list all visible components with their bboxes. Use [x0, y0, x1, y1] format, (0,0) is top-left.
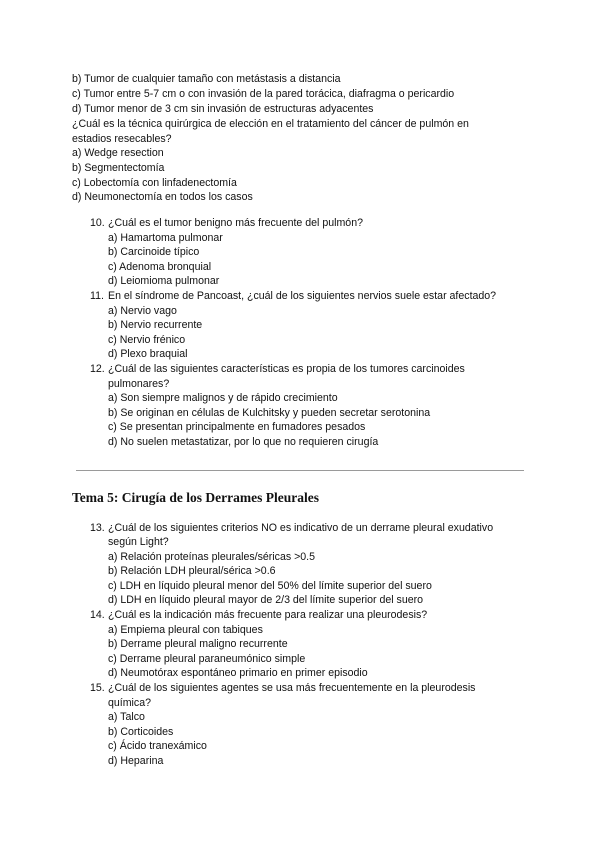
question-text: ¿Cuál de los siguientes agentes se usa más frecuentemente en la pleurodesis: [108, 682, 476, 694]
answer-option: c) Tumor entre 5-7 cm o con invasión de la pared torácica, diafragma o pericardio: [72, 88, 455, 100]
question-number: 13.: [90, 522, 105, 534]
question-text: ¿Cuál de los siguientes criterios NO es indicativo de un derrame pleural exudativo: [108, 522, 494, 534]
answer-option: c) Nervio frénico: [108, 334, 186, 346]
answer-option: a) Hamartoma pulmonar: [108, 232, 223, 244]
answer-option: b) Carcinoide típico: [108, 246, 200, 258]
answer-option: c) Se presentan principalmente en fumadores pesados: [108, 421, 366, 433]
answer-option: b) Tumor de cualquier tamaño con metástasis a distancia: [72, 73, 341, 85]
answer-option: a) Wedge resection: [72, 147, 164, 159]
question-text: ¿Cuál es la indicación más frecuente para realizar una pleurodesis?: [108, 609, 428, 621]
answer-option: a) Relación proteínas pleurales/séricas >0.5: [108, 551, 315, 563]
answer-option: c) LDH en líquido pleural menor del 50% del límite superior del suero: [108, 580, 432, 592]
answer-option: a) Talco: [108, 711, 145, 723]
question-number: 14.: [90, 609, 105, 621]
answer-option: a) Nervio vago: [108, 305, 177, 317]
question-text: En el síndrome de Pancoast, ¿cuál de los siguientes nervios suele estar afectado?: [108, 290, 497, 302]
answer-option: a) Empiema pleural con tabiques: [108, 624, 263, 636]
answer-option: c) Derrame pleural paraneumónico simple: [108, 653, 306, 665]
answer-option: d) LDH en líquido pleural mayor de 2/3 del límite superior del suero: [108, 594, 424, 606]
question-text: según Light?: [108, 536, 169, 548]
answer-option: d) Leiomioma pulmonar: [108, 275, 220, 287]
answer-option: b) Nervio recurrente: [108, 319, 203, 331]
answer-option: b) Relación LDH pleural/sérica >0.6: [108, 565, 276, 577]
question-text: química?: [108, 697, 151, 709]
answer-option: b) Segmentectomía: [72, 162, 165, 174]
question-number: 12.: [90, 363, 105, 375]
answer-option: c) Ácido tranexámico: [108, 740, 207, 752]
answer-option: c) Lobectomía con linfadenectomía: [72, 177, 237, 189]
answer-option: d) Heparina: [108, 755, 164, 767]
answer-option: a) Son siempre malignos y de rápido crecimiento: [108, 392, 338, 404]
question-number: 15.: [90, 682, 105, 694]
answer-option: d) No suelen metastatizar, por lo que no requieren cirugía: [108, 436, 379, 448]
section-divider: [76, 470, 524, 471]
answer-option: d) Neumonectomía en todos los casos: [72, 191, 253, 203]
answer-option: d) Tumor menor de 3 cm sin invasión de estructuras adyacentes: [72, 103, 374, 115]
answer-option: b) Corticoides: [108, 726, 174, 738]
question-text: ¿Cuál de las siguientes características es propia de los tumores carcinoides: [108, 363, 465, 375]
answer-option: d) Neumotórax espontáneo primario en primer episodio: [108, 667, 368, 679]
question-text: ¿Cuál es la técnica quirúrgica de elección en el tratamiento del cáncer de pulmón en: [72, 118, 469, 130]
answer-option: b) Derrame pleural maligno recurrente: [108, 638, 288, 650]
question-text: estadios resecables?: [72, 133, 172, 145]
question-number: 10.: [90, 217, 105, 229]
answer-option: b) Se originan en células de Kulchitsky y pueden secretar serotonina: [108, 407, 431, 419]
answer-option: d) Plexo braquial: [108, 348, 188, 360]
section-heading: Tema 5: Cirugía de los Derrames Pleurales: [72, 490, 319, 505]
question-text: ¿Cuál es el tumor benigno más frecuente del pulmón?: [108, 217, 363, 229]
answer-option: c) Adenoma bronquial: [108, 261, 212, 273]
question-number: 11.: [90, 290, 104, 302]
question-text: pulmonares?: [108, 378, 170, 390]
